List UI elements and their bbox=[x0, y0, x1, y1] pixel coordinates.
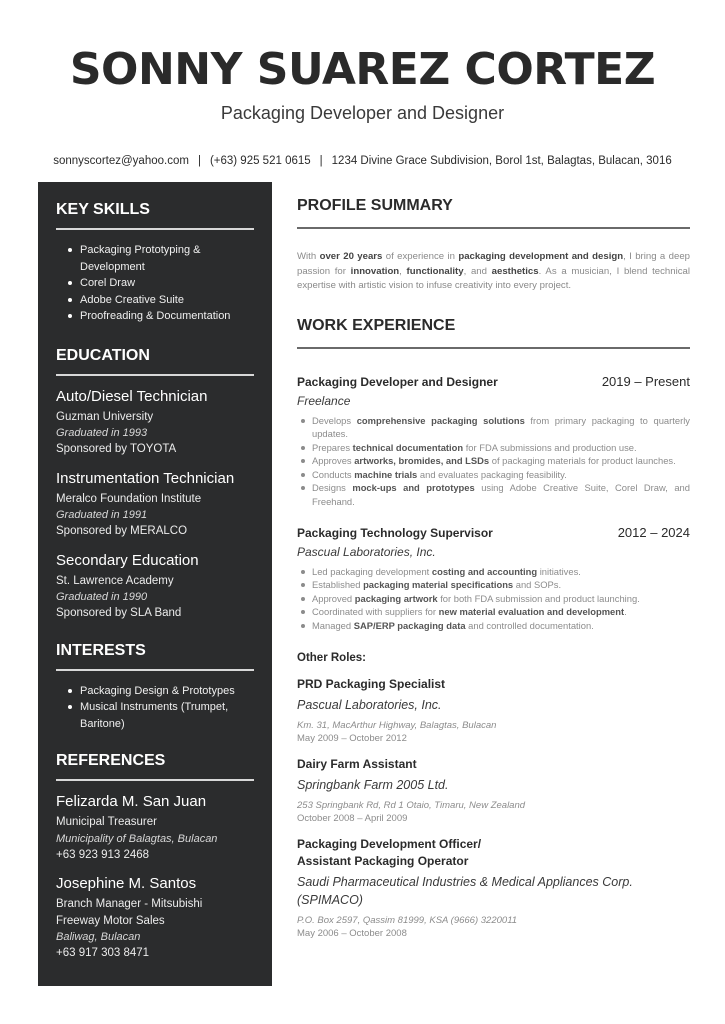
bullet-highlight: new material evaluation and development bbox=[438, 606, 625, 618]
contact-address: 1234 Divine Grace Subdivision, Borol 1st, Balagtas, Bulacan, 3016 bbox=[331, 155, 672, 167]
bullet-text: and SOPs. bbox=[513, 579, 562, 591]
reference-phone: +63 923 913 2468 bbox=[56, 848, 150, 861]
education-entry bbox=[56, 388, 254, 458]
job-entry bbox=[297, 374, 690, 509]
education-degree: Secondary Education bbox=[56, 551, 199, 569]
job-dates: 2019 – Present bbox=[601, 373, 690, 389]
skill-item: Packaging Prototyping & Development bbox=[66, 242, 254, 275]
bullet-highlight: comprehensive packaging solutions bbox=[356, 414, 525, 426]
reference-entry bbox=[56, 875, 254, 962]
summary-text: of experience in bbox=[382, 251, 459, 262]
contact-line bbox=[0, 155, 725, 167]
sidebar bbox=[38, 182, 272, 986]
role-entry bbox=[297, 756, 690, 825]
job-header bbox=[297, 525, 690, 540]
bullet-highlight: SAP/ERP packaging data bbox=[353, 620, 466, 632]
bullet-text: Develops bbox=[312, 414, 357, 426]
bullet-text: Managed bbox=[312, 620, 354, 632]
work-heading: WORK EXPERIENCE bbox=[297, 317, 690, 349]
job-organization: Freelance bbox=[297, 393, 351, 408]
summary-highlight: over 20 years bbox=[319, 251, 383, 262]
reference-name: Felizarda M. San Juan bbox=[56, 793, 207, 810]
education-graduated: Graduated in 1990 bbox=[56, 591, 148, 603]
summary-highlight: innovation bbox=[350, 265, 400, 277]
education-graduated: Graduated in 1993 bbox=[56, 427, 148, 439]
education-graduated: Graduated in 1991 bbox=[56, 509, 148, 521]
reference-role: Branch Manager - Mitsubishi bbox=[56, 898, 203, 910]
other-roles-heading: Other Roles: bbox=[297, 651, 367, 664]
reference-phone: +63 917 303 8471 bbox=[56, 947, 150, 959]
skill-item: Adobe Creative Suite bbox=[66, 292, 254, 309]
key-skills-heading: KEY SKILLS bbox=[56, 201, 254, 230]
bullet-text: Conducts bbox=[312, 468, 355, 480]
summary-text: , and bbox=[463, 265, 492, 277]
role-title: Dairy Farm Assistant bbox=[297, 756, 417, 771]
profile-summary-text bbox=[297, 250, 690, 294]
bullet-highlight: technical documentation bbox=[352, 441, 464, 453]
profile-section bbox=[297, 182, 690, 294]
main-column bbox=[297, 182, 690, 940]
contact-phone: (+63) 925 521 0615 bbox=[209, 155, 311, 167]
education-section bbox=[56, 347, 254, 622]
skill-item: Proofreading & Documentation bbox=[66, 308, 254, 325]
education-entry bbox=[56, 552, 254, 622]
role-entry bbox=[297, 836, 690, 940]
reference-org: Municipality of Balagtas, Bulacan bbox=[56, 832, 218, 845]
bullet-text: . bbox=[624, 606, 627, 618]
bullet-text: of packaging materials for product launches. bbox=[489, 455, 676, 467]
bullet-text: Led packaging development bbox=[312, 565, 432, 577]
role-organization: Pascual Laboratories, Inc. bbox=[297, 697, 442, 712]
role-title: Assistant Packaging Operator bbox=[297, 853, 469, 868]
role-title: Packaging Development Officer/ bbox=[297, 836, 482, 851]
role-organization: Saudi Pharmaceutical Industries & Medical Appliances Corp. (SPIMACO) bbox=[297, 874, 633, 907]
summary-highlight: aesthetics bbox=[491, 265, 539, 277]
interests-heading: INTERESTS bbox=[56, 642, 254, 671]
job-bullet bbox=[297, 578, 690, 592]
work-section bbox=[297, 317, 690, 940]
bullet-text: Prepares bbox=[312, 441, 353, 453]
job-bullet bbox=[297, 468, 690, 482]
contact-email: sonnyscortez@yahoo.com bbox=[53, 155, 189, 167]
bullet-text: Designs bbox=[312, 482, 353, 494]
contact-separator: | bbox=[319, 155, 323, 167]
references-section bbox=[56, 752, 254, 962]
bullet-text: Approves bbox=[312, 455, 355, 467]
education-sponsor: Sponsored by SLA Band bbox=[56, 607, 182, 619]
interests-section bbox=[56, 642, 254, 733]
references-heading: REFERENCES bbox=[56, 752, 254, 781]
bullet-text: and evaluates packaging feasibility. bbox=[417, 468, 567, 480]
job-bullets bbox=[297, 414, 690, 509]
job-entry bbox=[297, 525, 690, 633]
resume-job-title: Packaging Developer and Designer bbox=[220, 103, 505, 123]
education-degree: Instrumentation Technician bbox=[56, 469, 235, 487]
education-heading: EDUCATION bbox=[56, 347, 254, 376]
bullet-text: Established bbox=[312, 579, 364, 591]
job-bullet bbox=[297, 619, 690, 633]
summary-highlight: functionality bbox=[406, 265, 464, 277]
interests-list bbox=[56, 683, 254, 733]
bullet-highlight: artworks, bromides, and LSDs bbox=[354, 455, 490, 467]
job-dates: 2012 – 2024 bbox=[617, 524, 690, 540]
reference-org: Baliwag, Bulacan bbox=[56, 931, 141, 943]
role-dates: October 2008 – April 2009 bbox=[297, 812, 408, 824]
job-header bbox=[297, 374, 690, 389]
job-bullet bbox=[297, 592, 690, 606]
resume-name: SONNY SUAREZ CORTEZ bbox=[69, 44, 656, 95]
reference-name: Josephine M. Santos bbox=[56, 875, 197, 892]
education-school: Meralco Foundation Institute bbox=[56, 492, 202, 505]
bullet-text: from primary packaging to quarterly updates. bbox=[312, 414, 690, 440]
role-title: PRD Packaging Specialist bbox=[297, 676, 446, 691]
summary-text: With bbox=[297, 251, 320, 262]
job-bullet bbox=[297, 414, 690, 441]
summary-text: , I bring a deep passion for bbox=[297, 251, 690, 277]
contact-separator: | bbox=[197, 155, 201, 167]
education-school: St. Lawrence Academy bbox=[56, 574, 174, 587]
role-address: 253 Springbank Rd, Rd 1 Otaio, Timaru, New Zealand bbox=[297, 799, 526, 811]
role-address: Km. 31, MacArthur Highway, Balagtas, Bulacan bbox=[297, 719, 497, 731]
interest-item: Packaging Design & Prototypes bbox=[66, 683, 254, 700]
job-title: Packaging Technology Supervisor bbox=[297, 525, 493, 540]
bullet-highlight: machine trials bbox=[354, 468, 418, 480]
summary-text: , bbox=[399, 265, 407, 277]
job-bullet bbox=[297, 565, 690, 579]
bullet-text: initiatives. bbox=[537, 565, 581, 577]
bullet-text: and controlled documentation. bbox=[465, 620, 594, 632]
key-skills-section bbox=[56, 182, 254, 325]
education-sponsor: Sponsored by TOYOTA bbox=[56, 443, 177, 455]
reference-role: Municipal Treasurer bbox=[56, 816, 157, 828]
role-address: P.O. Box 2597, Qassim 81999, KSA (9666) 3220011 bbox=[297, 914, 518, 926]
bullet-text: Approved bbox=[312, 592, 355, 604]
bullet-highlight: costing and accounting bbox=[431, 565, 538, 577]
role-organization: Springbank Farm 2005 Ltd. bbox=[297, 777, 449, 792]
education-degree: Auto/Diesel Technician bbox=[56, 387, 208, 405]
summary-highlight: packaging development and design bbox=[458, 251, 624, 262]
bullet-highlight: packaging artwork bbox=[354, 592, 438, 604]
reference-entry bbox=[56, 793, 254, 863]
job-bullet bbox=[297, 454, 690, 468]
profile-heading: PROFILE SUMMARY bbox=[297, 197, 690, 229]
role-dates: May 2009 – October 2012 bbox=[297, 732, 407, 744]
bullet-highlight: mock-ups and prototypes bbox=[352, 482, 475, 494]
skill-item: Corel Draw bbox=[66, 275, 254, 292]
interest-item: Musical Instruments (Trumpet, Baritone) bbox=[66, 699, 254, 732]
bullet-text: for FDA submissions and production use. bbox=[463, 441, 637, 453]
job-title: Packaging Developer and Designer bbox=[297, 374, 498, 389]
job-bullet bbox=[297, 441, 690, 455]
job-bullet bbox=[297, 481, 690, 508]
job-organization: Pascual Laboratories, Inc. bbox=[297, 544, 436, 559]
bullet-highlight: packaging material specifications bbox=[363, 579, 514, 591]
bullet-text: using Adobe Creative Suite, Corel Draw, and Freehand. bbox=[312, 482, 690, 508]
job-bullets bbox=[297, 565, 690, 633]
bullet-text: Coordinated with suppliers for bbox=[312, 606, 439, 618]
bullet-text: for both FDA submission and product launching. bbox=[437, 592, 640, 604]
job-bullet bbox=[297, 605, 690, 619]
summary-text: . As a musician, I blend technical expertise with artistic vision to infuse creativity into every project. bbox=[297, 265, 690, 291]
role-dates: May 2006 – October 2008 bbox=[297, 927, 407, 939]
education-entry bbox=[56, 470, 254, 540]
education-school: Guzman University bbox=[56, 410, 154, 423]
reference-role: Freeway Motor Sales bbox=[56, 914, 165, 927]
education-sponsor: Sponsored by MERALCO bbox=[56, 525, 188, 537]
role-entry bbox=[297, 676, 690, 745]
key-skills-list bbox=[56, 242, 254, 325]
